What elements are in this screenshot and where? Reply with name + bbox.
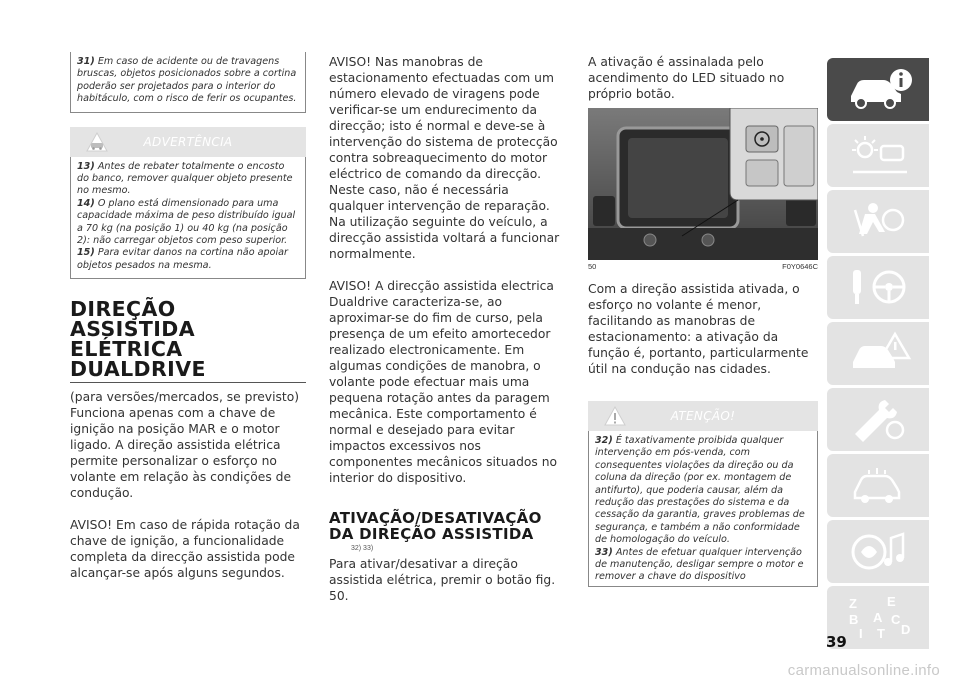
index-letter: D (901, 622, 911, 637)
chapter-tabs (827, 58, 929, 652)
col1-paragraph-1: (para versões/mercados, se previsto) Funciona apenas com a chave de ignição na posição MAR e o motor ligado. A direção assistida elétrica permite personalizar o esforço no volante em relação às condições de condução. (70, 390, 300, 501)
col2-closing: Para ativar/desativar a direção assistida elétrica, premir o botão fig. 50. (329, 557, 556, 603)
tab-safety[interactable] (827, 190, 929, 253)
tab-starting[interactable] (827, 256, 929, 319)
index-letter: Z (849, 596, 857, 611)
section-heading-ativacao: ATIVAÇÃO/DESATIVAÇÃO DA DIREÇÃO ASSISTIDA (329, 509, 542, 543)
attention-header (588, 401, 818, 431)
warning-15: 15) Para evitar danos na cortina não apoiar objetos pesados na mesma. (77, 247, 288, 271)
figure-code: F0Y0646C (782, 262, 818, 271)
tab-technical-data[interactable] (827, 454, 929, 517)
col1-paragraph-2: AVISO! Em caso de rápida rotação da chave de ignição, a funcionalidade completa da direcção assistida pode alcançar-se após alguns segundos. (70, 518, 300, 581)
warning-car-icon (845, 330, 915, 376)
col1-body (70, 389, 306, 581)
note-31: 31) Em caso de acidente ou de travagens bruscas, objetos posicionados sobre a cortina poderão ser projetados para o interior do habitáculo, com o risco de ferir os ocupantes. (77, 56, 297, 105)
attention-box (588, 431, 818, 587)
index-letter: C (891, 612, 901, 627)
index-letter: A (873, 610, 883, 625)
car-info-icon (845, 66, 915, 112)
technical-data-icon (845, 462, 915, 508)
column-right (588, 54, 818, 587)
col2-paragraph-1: AVISO! Nas manobras de estacionamento efectuadas com um número elevado de viragens pode verificar-se um endurecimento da direcção; isto é normal e deve-se à intervenção do sistema de protecção contra sobreaquecimento do motor eléctrico de comando da direcção. Neste caso, não é necessária qualquer intervenção de reparação. Na utilização seguinte do veículo, a direcção assistida voltará a funcionar normalmente. (329, 55, 560, 261)
tab-multimedia[interactable] (827, 520, 929, 583)
figure-number: 50 (588, 262, 597, 271)
warning-14: 14) O plano está dimensionado para uma capacidade máxima de peso distribuído igual a 70 kg (na posição 1) ou 40 kg (na posição 2): não carregar objetos com peso superior. (77, 197, 296, 247)
index-letter: B (849, 612, 859, 627)
watermark: carmanualsonline.info (787, 662, 940, 679)
dashboard-photo (588, 108, 818, 260)
column-middle (329, 54, 567, 604)
page-number: 39 (826, 633, 847, 651)
tab-dashboard[interactable] (827, 124, 929, 187)
heading-rule (70, 382, 306, 383)
index-letter: I (859, 626, 863, 640)
multimedia-icon (845, 528, 915, 574)
note-box-31 (70, 52, 306, 113)
column-left (70, 52, 306, 581)
col2-paragraph-2: AVISO! A direcção assistida electrica Dualdrive caracteriza-se, ao aproximar-se do fim de curso, pela presença de um efeito amortecedor realizado electronicamente. Em algumas condições de manobra, o volante pode efectuar mais uma pequena rotação antes da paragem mecânica. Este comportamento é normal e desejado para evitar impactos excessivos nos componentes mecânicos situados no interior do dispositivo. (329, 279, 558, 485)
index-letter: T (877, 626, 885, 640)
attention-title: ATENÇÃO! (670, 409, 736, 423)
figure-caption (588, 262, 818, 271)
airbag-seat-icon (845, 198, 915, 244)
tab-maintenance[interactable] (827, 388, 929, 451)
warning-title: ADVERTÊNCIA (143, 134, 233, 149)
dashboard-lights-icon (845, 132, 915, 178)
note-33: 33) Antes de efetuar qualquer intervenção de manutenção, desligar sempre o motor e remover a chave do dispositivo (595, 546, 804, 583)
note-refs: 32) 33) (351, 545, 374, 552)
wrench-icon (845, 396, 915, 442)
key-steering-icon (845, 264, 915, 310)
tab-car-info[interactable] (827, 58, 929, 121)
index-letters-icon (845, 594, 915, 640)
tab-emergency[interactable] (827, 322, 929, 385)
section-heading-direcao: DIREÇÃO ASSISTIDA ELÉTRICA DUALDRIVE (70, 297, 206, 382)
note-32: 32) É taxativamente proibida qualquer intervenção em pós-venda, com consequentes violações da direção ou da coluna da direção (por ex. montagem de antifurto), que poderia causar, além da redução das prestações do sistema e da cessação da garantia, graves problemas de segurança, e também a não conformidade de homologação do veículo. (595, 435, 805, 546)
index-letter: E (887, 594, 896, 609)
warning-header (70, 127, 306, 157)
figure-50 (588, 108, 818, 260)
warning-box (70, 157, 306, 280)
col3-intro: A ativação é assinalada pelo acendimento do LED situado no próprio botão. (588, 55, 785, 101)
warning-13: 13) Antes de rebater totalmente o encosto do banco, remover qualquer objeto presente no mesmo. (77, 160, 293, 197)
col3-paragraph: Com a direção assistida ativada, o esforço no volante é menor, facilitando as manobras de estacionamento: a ativação da função é, portanto, particularmente útil na condução nas cidades. (588, 282, 809, 376)
